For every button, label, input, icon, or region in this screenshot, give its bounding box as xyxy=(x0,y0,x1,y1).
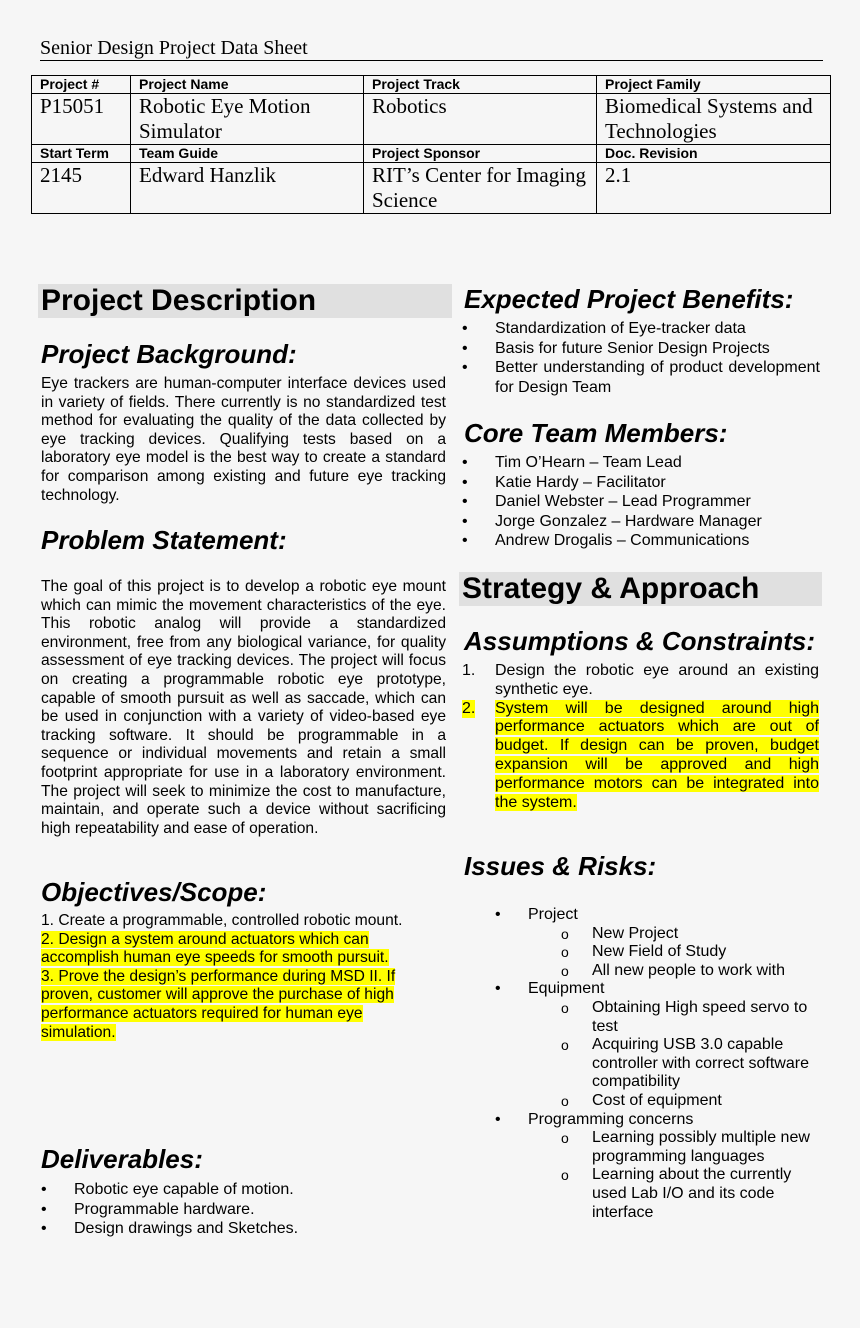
list-item: 2. System will be designed around high performance actuators which are out of budget. If design can be proven, budget expansion will be approved and high performance motors can be integrated into the system. xyxy=(462,699,819,811)
list-item: • Equipment xyxy=(495,980,825,999)
header-team-guide: Team Guide xyxy=(131,145,364,163)
list-item: • Jorge Gonzalez – Hardware Manager xyxy=(462,512,820,532)
start-term: 2145 xyxy=(32,163,131,214)
deliverables-heading: Deliverables: xyxy=(41,1144,203,1174)
assumptions-list xyxy=(462,662,819,812)
list-item: • Project xyxy=(495,906,825,925)
document-title: Senior Design Project Data Sheet xyxy=(40,36,823,61)
header-project-number: Project # xyxy=(32,76,131,94)
header-start-term: Start Term xyxy=(32,145,131,163)
objective-item: 1. Create a programmable, controlled robotic mount. xyxy=(41,912,403,929)
project-sponsor: RIT’s Center for Imaging Science xyxy=(364,163,597,214)
list-item: o Acquiring USB 3.0 capable controller with correct software compatibility xyxy=(495,1036,817,1092)
list-item: • Programmable hardware. xyxy=(41,1200,421,1220)
project-number: P15051 xyxy=(32,94,131,145)
team-guide: Edward Hanzlik xyxy=(131,163,364,214)
list-item: • Andrew Drogalis – Communications xyxy=(462,531,820,551)
list-item: • Katie Hardy – Facilitator xyxy=(462,473,820,493)
core-team-list xyxy=(462,453,820,551)
objectives-heading: Objectives/Scope: xyxy=(41,877,267,907)
problem-statement-heading: Problem Statement: xyxy=(41,525,287,555)
list-item: • Design drawings and Sketches. xyxy=(41,1219,421,1239)
project-description-heading: Project Description xyxy=(38,284,452,318)
list-item: o New Field of Study xyxy=(495,943,825,962)
list-item: • Standardization of Eye-tracker data xyxy=(462,319,820,339)
project-name: Robotic Eye Motion Simulator xyxy=(131,94,364,145)
issues-risks-heading: Issues & Risks: xyxy=(464,851,657,881)
assumptions-heading: Assumptions & Constraints: xyxy=(464,626,816,656)
list-item: o Learning possibly multiple new programming languages xyxy=(495,1129,822,1166)
deliverables-list xyxy=(41,1180,421,1239)
problem-statement-text: The goal of this project is to develop a robotic eye mount which can mimic the movement characteristics of the eye. This robotic analog will provide a standardized environment, free from any biological variance, for quality assessment of eye tracking devices. The project will focus on creating a programmable robotic eye prototype, capable of smooth pursuit as well as saccade, which can be used in conjunction with a variety of video-based eye tracking software. It should be programmable in a sequence or individual movements and retain a small footprint appropriate for use in a laboratory environment. The project will seek to minimize the cost to manufacture, maintain, and operate such a device without sacrificing high repeatability and ease of operation. xyxy=(41,578,446,837)
project-track: Robotics xyxy=(364,94,597,145)
header-project-track: Project Track xyxy=(364,76,597,94)
list-item: o Obtaining High speed servo to test xyxy=(495,999,817,1036)
project-info-table xyxy=(31,75,831,214)
project-family: Biomedical Systems and Technologies xyxy=(597,94,831,145)
objectives-list xyxy=(41,912,426,1042)
header-project-name: Project Name xyxy=(131,76,364,94)
core-team-heading: Core Team Members: xyxy=(464,418,728,448)
header-doc-revision: Doc. Revision xyxy=(597,145,831,163)
list-item: • Better understanding of product development for Design Team xyxy=(462,358,820,397)
project-background-heading: Project Background: xyxy=(41,339,297,369)
list-item: o Learning about the currently used Lab I/O and its code interface xyxy=(495,1166,822,1222)
strategy-approach-heading: Strategy & Approach xyxy=(459,572,822,606)
list-item: • Basis for future Senior Design Projects xyxy=(462,339,820,359)
objective-item: 2. Design a system around actuators which can accomplish human eye speeds for smooth pursuit. xyxy=(41,930,389,967)
list-item: 1. Design the robotic eye around an existing synthetic eye. xyxy=(462,662,819,698)
list-item: o Cost of equipment xyxy=(495,1092,825,1111)
objective-item: 3. Prove the design’s performance during MSD II. If proven, customer will approve the purchase of high performance actuators required for human eye simulation. xyxy=(41,967,396,1041)
project-background-text: Eye trackers are human-computer interface devices used in variety of fields. There currently is no standardized test method for evaluating the quality of the data collected by eye tracking devices. Qualifying tests based on a laboratory eye model is the best way to create a standard for comparison among existing and future eye tracking technology. xyxy=(41,375,446,504)
list-item: • Programming concerns xyxy=(495,1111,825,1130)
list-item: o New Project xyxy=(495,925,825,944)
expected-benefits-heading: Expected Project Benefits: xyxy=(464,284,794,314)
header-project-family: Project Family xyxy=(597,76,831,94)
doc-revision: 2.1 xyxy=(597,163,831,214)
list-item: • Robotic eye capable of motion. xyxy=(41,1180,421,1200)
header-project-sponsor: Project Sponsor xyxy=(364,145,597,163)
issues-risks-list xyxy=(495,906,825,1222)
list-item: o All new people to work with xyxy=(495,962,825,981)
list-item: • Daniel Webster – Lead Programmer xyxy=(462,492,820,512)
benefits-list xyxy=(462,319,820,397)
list-item: • Tim O’Hearn – Team Lead xyxy=(462,453,820,473)
